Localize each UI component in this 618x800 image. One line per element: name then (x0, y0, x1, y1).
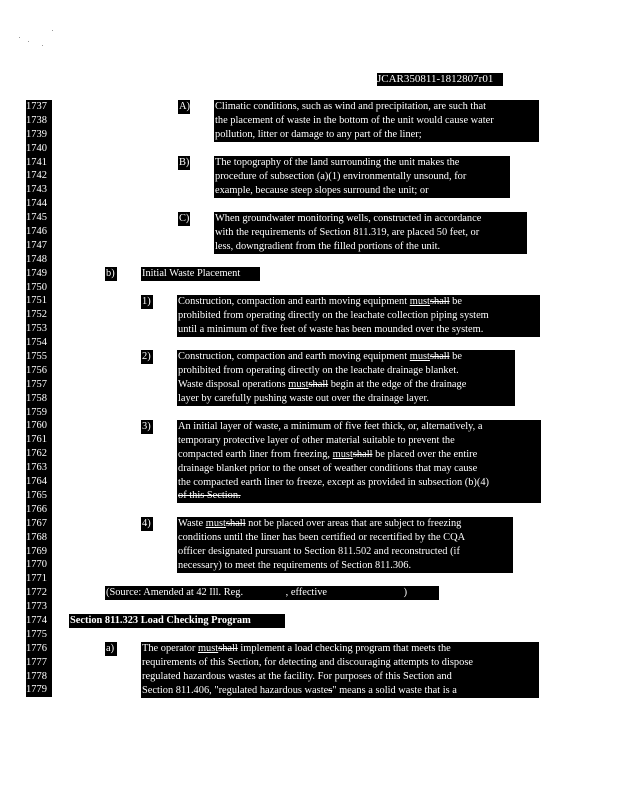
item-4-label: 4) (141, 517, 153, 531)
line-number: 1761 (26, 433, 52, 447)
text-line: with the requirements of Section 811.319, are placed 50 feet, or (215, 226, 480, 238)
line-number: 1746 (26, 225, 52, 239)
line-number: 1754 (26, 336, 52, 350)
line-number: 1738 (26, 114, 52, 128)
text-line: The operator mustshall implement a load checking program that meets the (142, 643, 451, 654)
text-line: officer designated pursuant to Section 811.502 and reconstructed (if (178, 545, 460, 557)
deleted-text: shall (308, 378, 329, 390)
line-number: 1749 (26, 267, 52, 281)
line-number: 1766 (26, 503, 52, 517)
line-number: 1776 (26, 642, 52, 656)
text-line: drainage blanket prior to the onset of weather conditions that may cause (178, 462, 478, 474)
line-number: 1775 (26, 628, 52, 642)
item-2-text (177, 350, 515, 406)
item-3-label: 3) (141, 420, 153, 434)
text-line: When groundwater monitoring wells, constructed in accordance (215, 213, 482, 224)
line-number: 1764 (26, 475, 52, 489)
deleted-text: shall (429, 296, 450, 307)
text-line: pollution, litter or damage to any part of the liner; (215, 128, 422, 140)
text-line: temporary protective layer of other material suitable to prevent the (178, 434, 455, 446)
item-1-text (177, 295, 540, 337)
subsection-b-label: b) (105, 267, 117, 281)
line-number: 1765 (26, 489, 52, 503)
line-number: 1768 (26, 531, 52, 545)
inserted-text: must (409, 296, 430, 307)
line-number: 1742 (26, 169, 52, 183)
scan-artifact (15, 25, 65, 50)
text-line: the placement of waste in the bottom of the unit would cause water (215, 114, 494, 126)
deleted-text: shall (352, 448, 373, 460)
deleted-text: of this Section. (178, 490, 241, 502)
line-number: 1753 (26, 322, 52, 336)
deleted-text: shall (225, 518, 246, 529)
text-line: requirements of this Section, for detecting and discouraging attempts to dispose (142, 656, 473, 668)
inserted-text: must (409, 351, 430, 362)
line-number: 1751 (26, 294, 52, 308)
para-a-label: A) (179, 101, 190, 112)
text-line: Climatic conditions, such as wind and precipitation, are such that (215, 101, 486, 112)
text-line: prohibited from operating directly on the leachate drainage blanket. (178, 364, 459, 376)
line-number: 1747 (26, 239, 52, 253)
para-c-label: C) (179, 213, 190, 224)
line-number: 1758 (26, 392, 52, 406)
deleted-text: shall (429, 351, 450, 362)
line-number: 1778 (26, 670, 52, 684)
line-number: 1760 (26, 419, 52, 433)
text-line: the compacted earth liner to freeze, except as provided in subsection (b)(4) (178, 476, 490, 488)
para-c-text (214, 212, 527, 254)
line-number: 1763 (26, 461, 52, 475)
line-number: 1757 (26, 378, 52, 392)
para-a2-text (141, 642, 539, 698)
line-number: 1771 (26, 572, 52, 586)
line-number: 1744 (26, 197, 52, 211)
line-number: 1770 (26, 558, 52, 572)
text-line: until a minimum of five feet of waste has been mounded over the system. (178, 323, 484, 335)
document-id: JCAR350811-1812807r01 (377, 73, 503, 86)
text-line: regulated hazardous wastes at the facility. For purposes of this Section and (142, 670, 452, 682)
text-line: compacted earth liner from freezing, mustshall be placed over the entire (178, 448, 478, 460)
line-number: 1767 (26, 517, 52, 531)
text-line: Waste mustshall not be placed over areas that are subject to freezing (178, 518, 462, 529)
text-line: An initial layer of waste, a minimum of five feet thick, or, alternatively, a (178, 421, 483, 432)
inserted-text: must (332, 448, 353, 460)
para-a-text (214, 100, 539, 142)
subsection-b-title: Initial Waste Placement (141, 267, 260, 281)
text-line: conditions until the liner has been certified or recertified by the CQA (178, 531, 466, 543)
inserted-text: must (197, 643, 219, 654)
item-4-text (177, 517, 513, 573)
text-line: Section 811.406, "regulated hazardous wastes" means a solid waste that is a (142, 684, 457, 696)
item-1-label: 1) (141, 295, 153, 309)
text-line: example, because steep slopes surround the unit; or (215, 184, 429, 196)
text-line: Construction, compaction and earth moving equipment mustshall be (178, 351, 462, 362)
line-number: 1748 (26, 253, 52, 267)
line-numbers (26, 100, 52, 697)
line-number: 1779 (26, 683, 52, 697)
line-number: 1743 (26, 183, 52, 197)
line-number: 1773 (26, 600, 52, 614)
text-line: The topography of the land surrounding the unit makes the (215, 157, 460, 168)
line-number: 1739 (26, 128, 52, 142)
text-line: Waste disposal operations mustshall begin at the edge of the drainage (178, 378, 467, 390)
line-number: 1752 (26, 308, 52, 322)
deleted-text: shall (218, 643, 238, 654)
deleted-text: s (328, 684, 333, 696)
line-number: 1740 (26, 142, 52, 156)
text-line: prohibited from operating directly on the leachate collection piping system (178, 309, 489, 321)
para-b-label: B) (179, 157, 190, 168)
para-a2-label: a) (105, 642, 117, 656)
line-number: 1737 (26, 100, 52, 114)
line-number: 1774 (26, 614, 52, 628)
text-line: Construction, compaction and earth moving equipment mustshall be (178, 296, 462, 307)
text-line: less, downgradient from the filled portions of the unit. (215, 240, 441, 252)
para-b-text (214, 156, 510, 198)
text-line: necessary) to meet the requirements of Section 811.306. (178, 559, 412, 571)
item-2-label: 2) (141, 350, 153, 364)
line-number: 1759 (26, 406, 52, 420)
source-note: (Source: Amended at 42 Ill. Reg. , effective ) (105, 586, 439, 600)
line-number: 1772 (26, 586, 52, 600)
text-line: procedure of subsection (a)(1) environmentally unsound, for (215, 170, 467, 182)
inserted-text: must (205, 518, 226, 529)
line-number: 1741 (26, 156, 52, 170)
text-line: layer by carefully pushing waste out over the drainage layer. (178, 392, 430, 404)
line-number: 1750 (26, 281, 52, 295)
section-heading: Section 811.323 Load Checking Program (69, 614, 285, 628)
line-number: 1756 (26, 364, 52, 378)
line-number: 1755 (26, 350, 52, 364)
inserted-text: must (288, 378, 309, 390)
line-number: 1762 (26, 447, 52, 461)
line-number: 1745 (26, 211, 52, 225)
line-number: 1769 (26, 545, 52, 559)
item-3-text (177, 420, 541, 503)
line-number: 1777 (26, 656, 52, 670)
